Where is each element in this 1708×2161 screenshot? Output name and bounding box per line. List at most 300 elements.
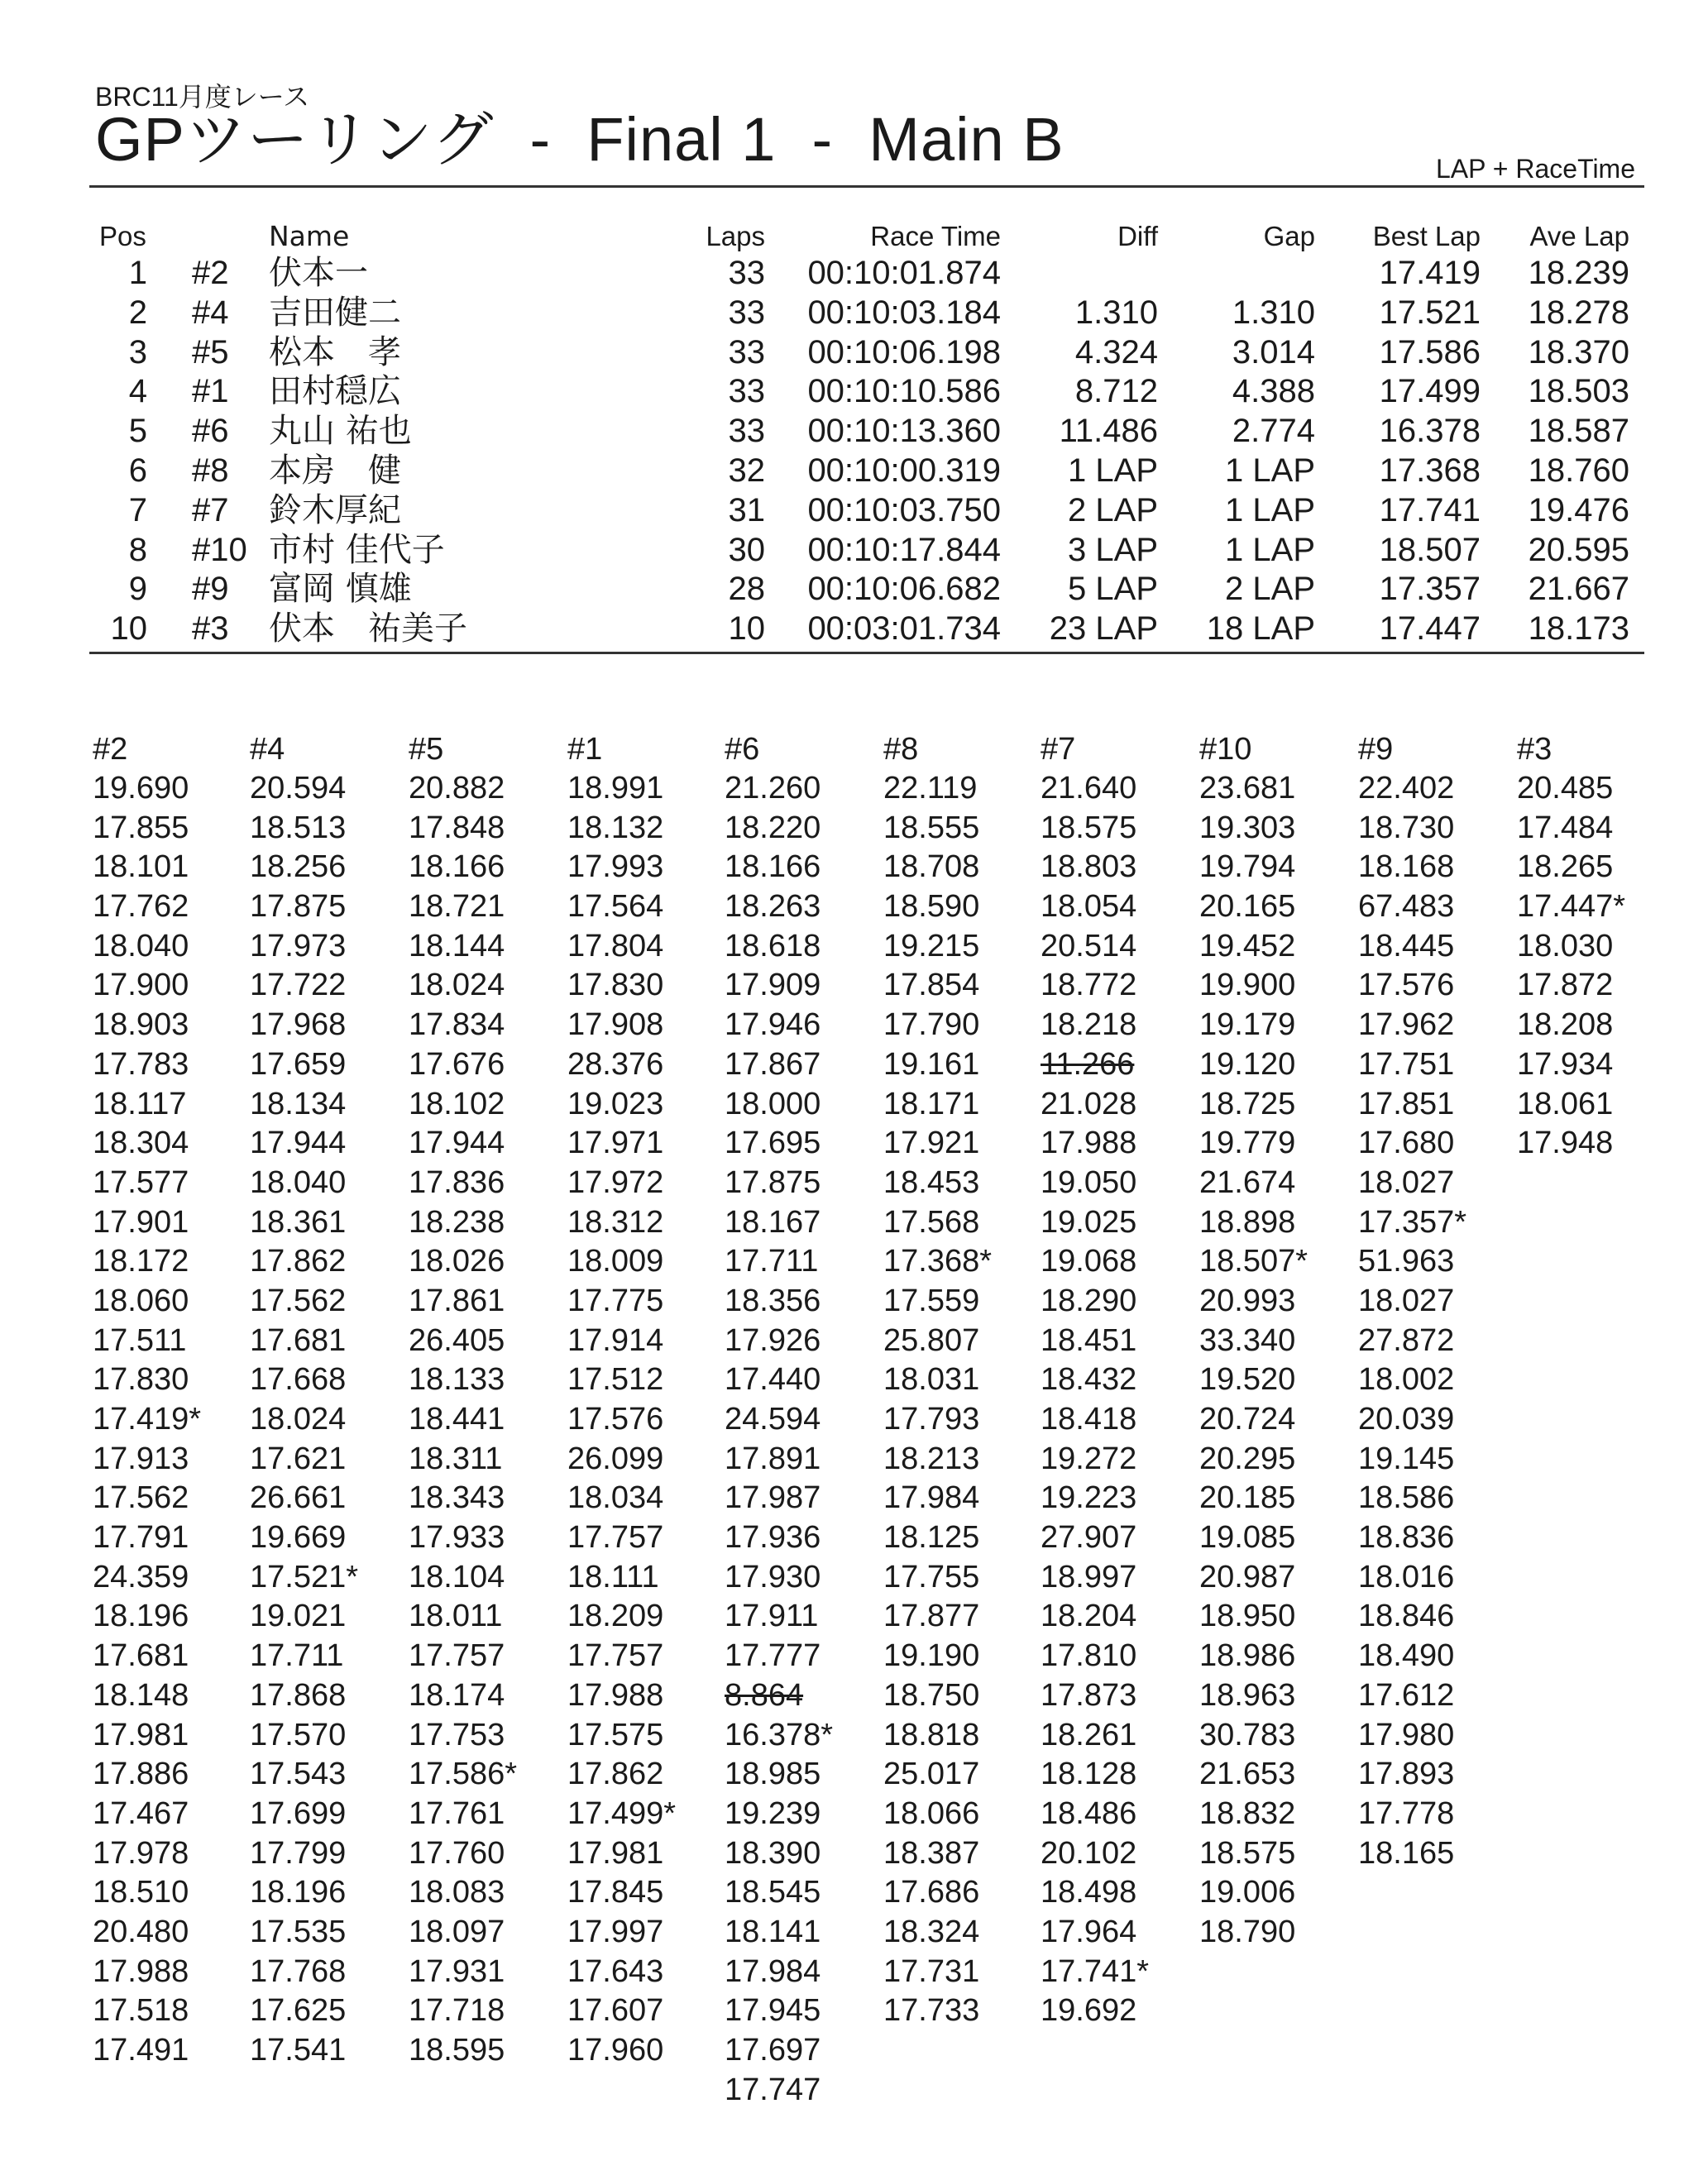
- lap-time: 19.161: [883, 1046, 980, 1082]
- lap-time: 18.290: [1041, 1283, 1137, 1318]
- result-race-time: 00:10:01.874: [807, 255, 1001, 291]
- lap-time: 20.102: [1041, 1835, 1137, 1871]
- result-car-number: #10: [192, 531, 247, 568]
- lap-time: 17.564: [567, 889, 664, 925]
- lap-time: 17.964: [1041, 1914, 1137, 1949]
- lap-time: 18.575: [1199, 1835, 1296, 1871]
- result-race-time: 00:10:10.586: [807, 373, 1001, 410]
- lap-time: 17.711: [725, 1244, 819, 1279]
- lap-time: 19.179: [1199, 1007, 1296, 1043]
- lap-time: 19.190: [883, 1638, 980, 1674]
- lap-time: 18.432: [1041, 1362, 1137, 1398]
- result-race-time: 00:10:03.750: [807, 491, 1001, 528]
- lap-time: 18.174: [409, 1677, 505, 1713]
- result-row: [0, 530, 1708, 570]
- lap-column-header: #7: [1041, 732, 1076, 767]
- lap-time: 17.695: [725, 1126, 821, 1161]
- lap-time: 17.668: [250, 1362, 347, 1398]
- lap-column: [1041, 729, 1198, 2031]
- lap-time: 18.846: [1358, 1599, 1455, 1634]
- lap-time: 17.518: [93, 1993, 189, 2029]
- lap-time: 17.741*: [1041, 1953, 1150, 1989]
- lap-time: 17.757: [409, 1638, 505, 1674]
- lap-column: [1358, 729, 1515, 1873]
- result-ave-lap: 18.239: [1528, 255, 1629, 291]
- lap-time: 26.661: [250, 1480, 347, 1516]
- lap-time: 17.830: [567, 968, 664, 1003]
- lap-time: 17.559: [883, 1283, 980, 1318]
- lap-time: 17.790: [883, 1007, 980, 1043]
- lap-time: 17.944: [409, 1126, 505, 1161]
- lap-time: 17.768: [250, 1953, 347, 1989]
- lap-time: 19.021: [250, 1599, 347, 1634]
- result-laps: 33: [728, 333, 765, 371]
- lap-time: 17.930: [725, 1559, 821, 1594]
- result-laps: 28: [728, 571, 765, 608]
- result-laps: 33: [728, 255, 765, 291]
- lap-time: 17.981: [567, 1835, 664, 1871]
- result-row: [0, 293, 1708, 332]
- lap-time: 18.595: [409, 2033, 505, 2068]
- lap-time: 17.718: [409, 1993, 505, 2029]
- lap-time: 17.543: [250, 1757, 347, 1792]
- lap-time: 18.166: [409, 849, 505, 885]
- lap-time: 18.721: [409, 889, 505, 925]
- lap-time: 17.968: [250, 1007, 347, 1043]
- lap-time: 19.068: [1041, 1244, 1137, 1279]
- lap-time: 17.761: [409, 1795, 505, 1831]
- lap-time: 17.997: [567, 1914, 664, 1949]
- result-position: 4: [128, 373, 147, 410]
- lap-time: 21.674: [1199, 1164, 1296, 1200]
- result-ave-lap: 18.370: [1528, 333, 1629, 371]
- lap-time: 18.040: [93, 928, 189, 963]
- lap-time: 17.747: [725, 2072, 821, 2107]
- lap-time: 18.790: [1199, 1914, 1296, 1949]
- result-best-lap: 17.499: [1379, 373, 1481, 410]
- lap-time: 17.948: [1517, 1126, 1614, 1161]
- lap-time: 17.893: [1358, 1757, 1455, 1792]
- lap-time: 17.467: [93, 1795, 189, 1831]
- lap-time: 17.778: [1358, 1795, 1455, 1831]
- lap-time: 18.575: [1041, 810, 1137, 845]
- page-title: GPツーリング - Final 1 - Main B: [95, 105, 1065, 174]
- lap-time: 19.303: [1199, 810, 1296, 845]
- lap-time: 17.868: [250, 1677, 347, 1713]
- lap-time: 17.973: [250, 928, 347, 963]
- lap-time: 19.085: [1199, 1520, 1296, 1556]
- result-laps: 10: [728, 610, 765, 648]
- result-car-number: #6: [192, 413, 229, 450]
- lap-time: 17.830: [93, 1362, 189, 1398]
- lap-time: 17.783: [93, 1046, 189, 1082]
- lap-time: 17.873: [1041, 1677, 1137, 1713]
- lap-time: 19.025: [1041, 1204, 1137, 1240]
- lap-column-header: #1: [567, 732, 603, 767]
- result-position: 10: [110, 610, 147, 648]
- lap-time: 11.266: [1041, 1046, 1135, 1082]
- lap-time: 19.690: [93, 771, 189, 806]
- lap-time: 19.272: [1041, 1441, 1137, 1476]
- lap-time: 17.621: [250, 1441, 347, 1476]
- lap-time: 17.981: [93, 1717, 189, 1752]
- lap-time: 51.963: [1358, 1244, 1455, 1279]
- lap-column: [409, 729, 566, 2071]
- lap-column-header: #5: [409, 732, 444, 767]
- col-header-race-time: Race Time: [870, 221, 1001, 251]
- lap-time: 18.618: [725, 928, 821, 963]
- lap-column: [93, 729, 250, 2071]
- lap-time: 20.039: [1358, 1402, 1455, 1437]
- result-gap: 4.388: [1232, 373, 1315, 410]
- lap-time: 17.867: [725, 1046, 821, 1082]
- lap-time: 19.794: [1199, 849, 1296, 885]
- lap-time: 18.963: [1199, 1677, 1296, 1713]
- lap-time: 18.102: [409, 1086, 505, 1121]
- result-race-time: 00:10:00.319: [807, 452, 1001, 489]
- lap-time: 26.099: [567, 1441, 664, 1476]
- lap-time: 20.993: [1199, 1283, 1296, 1318]
- lap-time: 17.886: [93, 1757, 189, 1792]
- result-driver-name: 鈴木厚紀: [269, 490, 401, 529]
- lap-time: 18.000: [725, 1086, 821, 1121]
- lap-time: 20.185: [1199, 1480, 1296, 1516]
- lap-time: 17.931: [409, 1953, 505, 1989]
- lap-time: 17.972: [567, 1164, 664, 1200]
- col-header-diff: Diff: [1117, 221, 1158, 251]
- lap-time: 17.535: [250, 1914, 347, 1949]
- lap-time: 17.875: [250, 889, 347, 925]
- lap-column: [883, 729, 1041, 2031]
- lap-time: 18.390: [725, 1835, 821, 1871]
- lap-time: 18.387: [883, 1835, 980, 1871]
- result-ave-lap: 18.503: [1528, 373, 1629, 410]
- lap-time: 18.024: [409, 968, 505, 1003]
- lap-time: 18.209: [567, 1599, 664, 1634]
- lap-time: 17.625: [250, 1993, 347, 2029]
- lap-time: 18.261: [1041, 1717, 1137, 1752]
- result-row: [0, 411, 1708, 451]
- result-race-time: 00:10:03.184: [807, 294, 1001, 331]
- result-car-number: #1: [192, 373, 229, 410]
- lap-time: 30.783: [1199, 1717, 1296, 1752]
- lap-time: 20.514: [1041, 928, 1137, 963]
- lap-time: 26.405: [409, 1322, 505, 1358]
- lap-time: 23.681: [1199, 771, 1296, 806]
- lap-time: 17.575: [567, 1717, 664, 1752]
- lap-time: 18.002: [1358, 1362, 1455, 1398]
- result-laps: 32: [728, 452, 765, 489]
- lap-time: 18.196: [250, 1875, 347, 1910]
- lap-time: 25.017: [883, 1757, 980, 1792]
- lap-column-header: #9: [1358, 732, 1394, 767]
- lap-time: 19.215: [883, 928, 980, 963]
- lap-time: 17.521*: [250, 1559, 359, 1594]
- lap-time: 18.451: [1041, 1322, 1137, 1358]
- lap-time: 17.512: [567, 1362, 664, 1398]
- result-best-lap: 17.586: [1379, 333, 1481, 371]
- lap-time: 17.913: [93, 1441, 189, 1476]
- lap-time: 17.971: [567, 1126, 664, 1161]
- lap-time: 17.933: [409, 1520, 505, 1556]
- result-driver-name: 丸山 祐也: [269, 412, 412, 451]
- lap-time: 17.946: [725, 1007, 821, 1043]
- lap-time: 18.343: [409, 1480, 505, 1516]
- lap-time: 17.447*: [1517, 889, 1626, 925]
- lap-time: 17.834: [409, 1007, 505, 1043]
- lap-time: 21.653: [1199, 1757, 1296, 1792]
- lap-time: 19.900: [1199, 968, 1296, 1003]
- lap-time: 17.854: [883, 968, 980, 1003]
- lap-time: 18.027: [1358, 1164, 1455, 1200]
- lap-time: 25.807: [883, 1322, 980, 1358]
- lap-time: 17.810: [1041, 1638, 1137, 1674]
- lap-time: 18.168: [1358, 849, 1455, 885]
- lap-time: 18.997: [1041, 1559, 1137, 1594]
- lap-time: 18.418: [1041, 1402, 1137, 1437]
- lap-time: 17.836: [409, 1164, 505, 1200]
- result-gap: 1 LAP: [1225, 452, 1315, 489]
- result-race-time: 00:10:13.360: [807, 413, 1001, 450]
- lap-time: 17.607: [567, 1993, 664, 2029]
- lap-time: 18.324: [883, 1914, 980, 1949]
- lap-time: 18.101: [93, 849, 189, 885]
- lap-time: 17.926: [725, 1322, 821, 1358]
- lap-column: [250, 729, 407, 2071]
- lap-time: 19.452: [1199, 928, 1296, 963]
- lap-time: 18.772: [1041, 968, 1137, 1003]
- lap-time: 17.804: [567, 928, 664, 963]
- lap-time: 17.984: [883, 1480, 980, 1516]
- lap-time: 17.576: [567, 1402, 664, 1437]
- lap-column: [567, 729, 725, 2071]
- lap-time: 17.945: [725, 1993, 821, 2029]
- lap-time: 17.978: [93, 1835, 189, 1871]
- lap-time: 18.026: [409, 1244, 505, 1279]
- result-best-lap: 17.368: [1379, 452, 1481, 489]
- lap-time: 20.594: [250, 771, 347, 806]
- lap-time: 18.991: [567, 771, 664, 806]
- lap-time: 18.097: [409, 1914, 505, 1949]
- lap-time: 17.659: [250, 1046, 347, 1082]
- lap-time: 18.213: [883, 1441, 980, 1476]
- result-gap: 1.310: [1232, 294, 1315, 331]
- lap-time: 19.779: [1199, 1126, 1296, 1161]
- lap-time: 19.120: [1199, 1046, 1296, 1082]
- lap-time: 18.034: [567, 1480, 664, 1516]
- lap-column-header: #2: [93, 732, 128, 767]
- result-driver-name: 伏本 祐美子: [269, 610, 467, 648]
- lap-time: 18.507*: [1199, 1244, 1309, 1279]
- lap-time: 17.960: [567, 2033, 664, 2068]
- lap-time: 17.875: [725, 1164, 821, 1200]
- lap-time: 18.725: [1199, 1086, 1296, 1121]
- lap-column-header: #10: [1199, 732, 1252, 767]
- lap-column: [725, 729, 882, 2110]
- lap-time: 17.855: [93, 810, 189, 845]
- lap-time: 18.040: [250, 1164, 347, 1200]
- result-best-lap: 17.741: [1379, 491, 1481, 528]
- lap-time: 18.803: [1041, 849, 1137, 885]
- lap-time: 17.541: [250, 2033, 347, 2068]
- col-header-ave-lap: Ave Lap: [1529, 221, 1629, 251]
- lap-time: 17.711: [250, 1638, 344, 1674]
- result-ave-lap: 20.595: [1528, 531, 1629, 568]
- lap-time: 18.453: [883, 1164, 980, 1200]
- lap-time: 17.980: [1358, 1717, 1455, 1752]
- result-diff: 11.486: [1059, 413, 1158, 450]
- lap-time: 20.165: [1199, 889, 1296, 925]
- result-race-time: 00:10:06.198: [807, 333, 1001, 371]
- results-divider: [89, 652, 1644, 654]
- lap-time: 17.799: [250, 1835, 347, 1871]
- lap-time: 17.944: [250, 1126, 347, 1161]
- result-best-lap: 17.447: [1379, 610, 1481, 648]
- lap-time: 19.520: [1199, 1362, 1296, 1398]
- lap-time: 18.586: [1358, 1480, 1455, 1516]
- lap-time: 18.265: [1517, 849, 1614, 885]
- lap-time: 18.134: [250, 1086, 347, 1121]
- lap-time: 17.851: [1358, 1086, 1455, 1121]
- lap-time: 17.491: [93, 2033, 189, 2068]
- lap-time: 22.119: [883, 771, 978, 806]
- lap-column-header: #4: [250, 732, 285, 767]
- result-diff: 2 LAP: [1068, 491, 1158, 528]
- lap-time: 17.681: [93, 1638, 189, 1674]
- lap-time: 67.483: [1358, 889, 1455, 925]
- lap-time: 17.760: [409, 1835, 505, 1871]
- lap-time: 17.762: [93, 889, 189, 925]
- lap-time: 18.125: [883, 1520, 980, 1556]
- result-best-lap: 17.521: [1379, 294, 1481, 331]
- lap-time: 20.295: [1199, 1441, 1296, 1476]
- lap-time: 17.440: [725, 1362, 821, 1398]
- result-car-number: #9: [192, 571, 229, 608]
- lap-time: 17.576: [1358, 968, 1455, 1003]
- lap-time: 18.832: [1199, 1795, 1296, 1831]
- lap-time: 17.791: [93, 1520, 189, 1556]
- lap-time: 19.223: [1041, 1480, 1137, 1516]
- result-row: [0, 569, 1708, 609]
- lap-time: 18.441: [409, 1402, 505, 1437]
- lap-time: 18.361: [250, 1204, 347, 1240]
- result-ave-lap: 18.760: [1528, 452, 1629, 489]
- lap-time: 17.908: [567, 1007, 664, 1043]
- result-laps: 33: [728, 413, 765, 450]
- result-position: 1: [128, 255, 147, 291]
- lap-time: 19.006: [1199, 1875, 1296, 1910]
- result-diff: 23 LAP: [1049, 610, 1158, 648]
- lap-time: 17.936: [725, 1520, 821, 1556]
- lap-time: 17.697: [725, 2033, 821, 2068]
- result-laps: 30: [728, 531, 765, 568]
- lap-time: 18.104: [409, 1559, 505, 1594]
- lap-time: 17.699: [250, 1795, 347, 1831]
- lap-time: 18.030: [1517, 928, 1614, 963]
- result-driver-name: 吉田健二: [269, 293, 401, 332]
- lap-time: 8.864: [725, 1677, 804, 1713]
- lap-time: 17.862: [567, 1757, 664, 1792]
- lap-column-header: #8: [883, 732, 919, 767]
- lap-time: 17.877: [883, 1599, 980, 1634]
- result-laps: 33: [728, 373, 765, 410]
- lap-time: 19.050: [1041, 1164, 1137, 1200]
- result-car-number: #4: [192, 294, 229, 331]
- lap-time: 18.141: [725, 1914, 821, 1949]
- lap-time: 17.777: [725, 1638, 821, 1674]
- result-laps: 31: [728, 491, 765, 528]
- lap-time: 17.901: [93, 1204, 189, 1240]
- lap-time: 18.730: [1358, 810, 1455, 845]
- lap-time: 18.220: [725, 810, 821, 845]
- result-best-lap: 17.357: [1379, 571, 1481, 608]
- result-car-number: #2: [192, 255, 229, 291]
- lap-time: 19.145: [1358, 1441, 1455, 1476]
- lap-time: 18.011: [409, 1599, 503, 1634]
- lap-time: 17.993: [567, 849, 664, 885]
- lap-time: 16.378*: [725, 1717, 834, 1752]
- result-position: 9: [128, 571, 147, 608]
- lap-time: 17.731: [883, 1953, 980, 1989]
- result-position: 6: [128, 452, 147, 489]
- lap-time: 20.480: [93, 1914, 189, 1949]
- result-car-number: #3: [192, 610, 229, 648]
- lap-time: 17.681: [250, 1322, 347, 1358]
- lap-time: 17.987: [725, 1480, 821, 1516]
- lap-time: 18.024: [250, 1402, 347, 1437]
- lap-time: 17.984: [725, 1953, 821, 1989]
- result-diff: 8.712: [1074, 373, 1158, 410]
- lap-time: 18.590: [883, 889, 980, 925]
- result-gap: 18 LAP: [1206, 610, 1315, 648]
- lap-time: 18.708: [883, 849, 980, 885]
- result-driver-name: 富岡 慎雄: [269, 570, 412, 609]
- lap-time: 17.862: [250, 1244, 347, 1279]
- lap-time: 17.921: [883, 1126, 980, 1161]
- lap-time: 17.861: [409, 1283, 505, 1318]
- result-driver-name: 伏本一: [269, 254, 368, 292]
- lap-time: 17.775: [567, 1283, 664, 1318]
- lap-time: 21.640: [1041, 771, 1137, 806]
- lap-time: 17.962: [1358, 1007, 1455, 1043]
- lap-time: 18.486: [1041, 1795, 1137, 1831]
- result-race-time: 00:10:17.844: [807, 531, 1001, 568]
- lap-time: 18.196: [93, 1599, 189, 1634]
- result-ave-lap: 21.667: [1528, 571, 1629, 608]
- lap-time: 18.950: [1199, 1599, 1296, 1634]
- lap-column: [1517, 729, 1674, 1164]
- result-ave-lap: 18.173: [1528, 610, 1629, 648]
- lap-time: 17.612: [1358, 1677, 1455, 1713]
- lap-time: 18.312: [567, 1204, 664, 1240]
- lap-time: 17.988: [93, 1953, 189, 1989]
- lap-time: 17.909: [725, 968, 821, 1003]
- lap-time: 17.753: [409, 1717, 505, 1752]
- lap-time: 18.027: [1358, 1283, 1455, 1318]
- lap-column-header: #6: [725, 732, 760, 767]
- lap-time: 24.594: [725, 1402, 821, 1437]
- lap-time: 17.988: [1041, 1126, 1137, 1161]
- lap-time: 19.669: [250, 1520, 347, 1556]
- result-best-lap: 18.507: [1379, 531, 1481, 568]
- lap-time: 21.028: [1041, 1086, 1137, 1121]
- lap-time: 18.066: [883, 1795, 980, 1831]
- lap-time: 18.166: [725, 849, 821, 885]
- result-position: 5: [128, 413, 147, 450]
- lap-time: 28.376: [567, 1046, 664, 1082]
- lap-time: 18.172: [93, 1244, 189, 1279]
- lap-time: 17.562: [93, 1480, 189, 1516]
